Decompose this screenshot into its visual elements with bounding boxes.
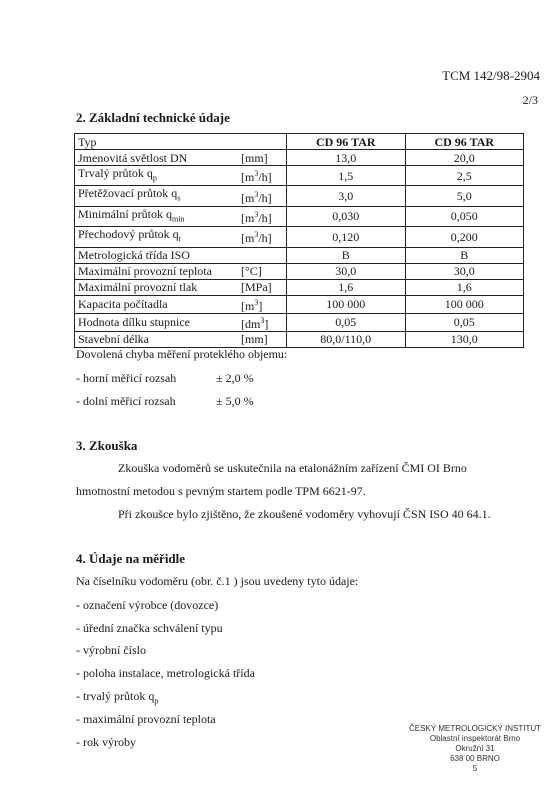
unit-tail: ] [264, 316, 269, 331]
tolerance-upper-value: ± 2,0 % [216, 371, 254, 385]
value-model-b: 5,0 [405, 186, 524, 206]
table-row [75, 331, 524, 347]
value-model-a: 30,0 [287, 263, 406, 279]
section3-line1: Zkouška vodoměrů se uskutečnila na etalonážním zařízení ČMI OI Brno [118, 461, 467, 475]
value-model-a: 80,0/110,0 [287, 331, 406, 347]
value-model-b: B [405, 247, 524, 263]
param-cell [75, 279, 242, 295]
param-subscript: p [152, 173, 157, 183]
unit-cell [241, 186, 287, 206]
unit-label: [m [241, 231, 255, 246]
unit-cell [241, 313, 287, 331]
value-model-a: 13,0 [287, 150, 406, 166]
section3-heading: 3. Zkouška [76, 438, 138, 453]
tolerance-intro: Dovolená chyba měření proteklého objemu: [76, 347, 288, 361]
section2-heading: 2. Základní technické údaje [76, 110, 230, 125]
param-subscript: s [177, 193, 181, 203]
unit-superscript: 3 [254, 209, 259, 219]
value-model-a: 0,030 [287, 206, 406, 226]
param-label: Přetěžovací průtok q [78, 186, 178, 201]
section4-item-text: - rok výroby [76, 735, 136, 749]
table-row [75, 166, 524, 186]
unit-label: [dm [241, 316, 261, 331]
param-label: Stavební délka [78, 332, 149, 347]
param-subscript: min [172, 214, 185, 224]
param-label: Kapacita počítadla [78, 297, 168, 312]
table-header-row [75, 134, 524, 150]
param-cell [75, 227, 242, 247]
value-model-a: 1,5 [287, 166, 406, 186]
param-cell [75, 313, 242, 331]
table-row [75, 313, 524, 331]
stamp-line4: 638 00 BRNO [450, 754, 500, 763]
param-cell [75, 166, 242, 186]
tolerance-lower-value: ± 5,0 % [216, 394, 254, 408]
unit-superscript: 3 [254, 189, 259, 199]
section3-line3: Při zkoušce bylo zjištěno, že zkoušené vodoměry vyhovují ČSN ISO 40 64.1. [118, 507, 491, 521]
unit-label: [MPa] [241, 280, 272, 295]
section4-item-text: - výrobní číslo [76, 643, 146, 657]
value-model-b: 130,0 [405, 331, 524, 347]
unit-cell [241, 263, 287, 279]
flow-subscript: p [154, 696, 159, 706]
stamp-line5: 5 [472, 764, 478, 773]
stamp-line2: Oblastní inspektorát Brno [429, 734, 521, 743]
unit-label: [m [241, 170, 255, 185]
unit-label: [m [241, 210, 255, 225]
section4-item [76, 689, 158, 705]
unit-cell [241, 150, 287, 166]
institute-stamp [400, 724, 550, 774]
unit-cell [241, 227, 287, 247]
column-typ: Typ [75, 134, 287, 150]
unit-cell [241, 279, 287, 295]
stamp-line3: Okružní 31 [455, 744, 495, 753]
table-row [75, 295, 524, 313]
section4-item-text: - poloha instalace, metrologická třída [76, 666, 255, 680]
table-body [75, 150, 524, 348]
param-cell [75, 263, 242, 279]
table-row [75, 227, 524, 247]
param-cell [75, 331, 242, 347]
unit-tail: /h] [258, 231, 272, 246]
column-model-a: CD 96 TAR [287, 134, 406, 150]
param-label: Minimální průtok q [78, 206, 172, 221]
value-model-b: 30,0 [405, 263, 524, 279]
unit-cell [241, 331, 287, 347]
section4-item [76, 712, 216, 727]
unit-label: [m [241, 298, 255, 313]
section4-item-text: - označení výrobce (dovozce) [76, 598, 219, 612]
unit-tail: ] [258, 298, 263, 313]
unit-cell [241, 247, 287, 263]
unit-superscript: 3 [254, 230, 259, 240]
section4-item-text: - trvalý průtok q [76, 689, 155, 703]
value-model-b: 0,050 [405, 206, 524, 226]
document-id: TCM 142/98-2904 [442, 68, 540, 83]
unit-cell [241, 295, 287, 313]
table-row [75, 150, 524, 166]
section4-item [76, 643, 146, 658]
section4-item [76, 598, 218, 613]
table-row [75, 186, 524, 206]
unit-cell [241, 206, 287, 226]
value-model-b: 20,0 [405, 150, 524, 166]
section4-item-text: - úřední značka schválení typu [76, 621, 223, 635]
value-model-b: 0,05 [405, 313, 524, 331]
param-subscript: t [178, 234, 181, 244]
section3-line2: hmotnostní metodou s pevným startem podle TPM 6621-97. [76, 484, 366, 498]
unit-tail: /h] [258, 170, 272, 185]
value-model-a: B [287, 247, 406, 263]
value-model-b: 1,6 [405, 279, 524, 295]
technical-data-table [74, 133, 524, 348]
section4-heading: 4. Údaje na měřidle [76, 551, 186, 566]
section4-item [76, 621, 223, 636]
value-model-b: 2,5 [405, 166, 524, 186]
value-model-b: 0,200 [405, 227, 524, 247]
value-model-a: 3,0 [287, 186, 406, 206]
unit-label: [mm] [241, 150, 268, 165]
section4-intro: Na číselníku vodoměru (obr. č.1 ) jsou uvedeny tyto údaje: [76, 574, 359, 588]
unit-superscript: 3 [254, 297, 259, 307]
value-model-a: 0,05 [287, 313, 406, 331]
unit-tail: /h] [258, 190, 272, 205]
unit-label: [mm] [241, 332, 268, 347]
param-label: Jmenovitá světlost DN [78, 150, 188, 165]
value-model-a: 0,120 [287, 227, 406, 247]
param-label: Trvalý průtok q [78, 166, 153, 180]
param-label: Maximální provozní tlak [78, 280, 198, 295]
table-row [75, 263, 524, 279]
param-cell [75, 247, 242, 263]
unit-superscript: 3 [260, 315, 265, 325]
param-cell [75, 295, 242, 313]
param-label: Přechodový průtok q [78, 227, 179, 242]
table-row [75, 247, 524, 263]
table-row [75, 279, 524, 295]
table-row [75, 206, 524, 226]
param-label: Metrologická třída ISO [78, 248, 190, 263]
page-number: 2/3 [522, 93, 538, 107]
section4-item [76, 735, 136, 750]
param-cell [75, 186, 242, 206]
stamp-line1: ČESKÝ METROLOGICKÝ INSTITUT [408, 724, 541, 733]
param-cell [75, 150, 242, 166]
unit-label: [°C] [241, 264, 262, 279]
column-model-b: CD 96 TAR [405, 134, 524, 150]
param-label: Maximální provozní teplota [78, 264, 212, 279]
unit-label: [m [241, 190, 255, 205]
tolerance-upper-label: - horní měřicí rozsah [76, 371, 177, 385]
value-model-b: 100 000 [405, 295, 524, 313]
unit-superscript: 3 [254, 169, 259, 179]
value-model-a: 100 000 [287, 295, 406, 313]
section4-item-text: - maximální provozní teplota [76, 712, 216, 726]
param-cell [75, 206, 242, 226]
tolerance-lower-label: - dolní měřicí rozsah [76, 394, 176, 408]
unit-tail: /h] [258, 210, 272, 225]
param-label: Hodnota dílku stupnice [78, 315, 190, 330]
value-model-a: 1,6 [287, 279, 406, 295]
unit-cell [241, 166, 287, 186]
section4-item [76, 666, 255, 681]
